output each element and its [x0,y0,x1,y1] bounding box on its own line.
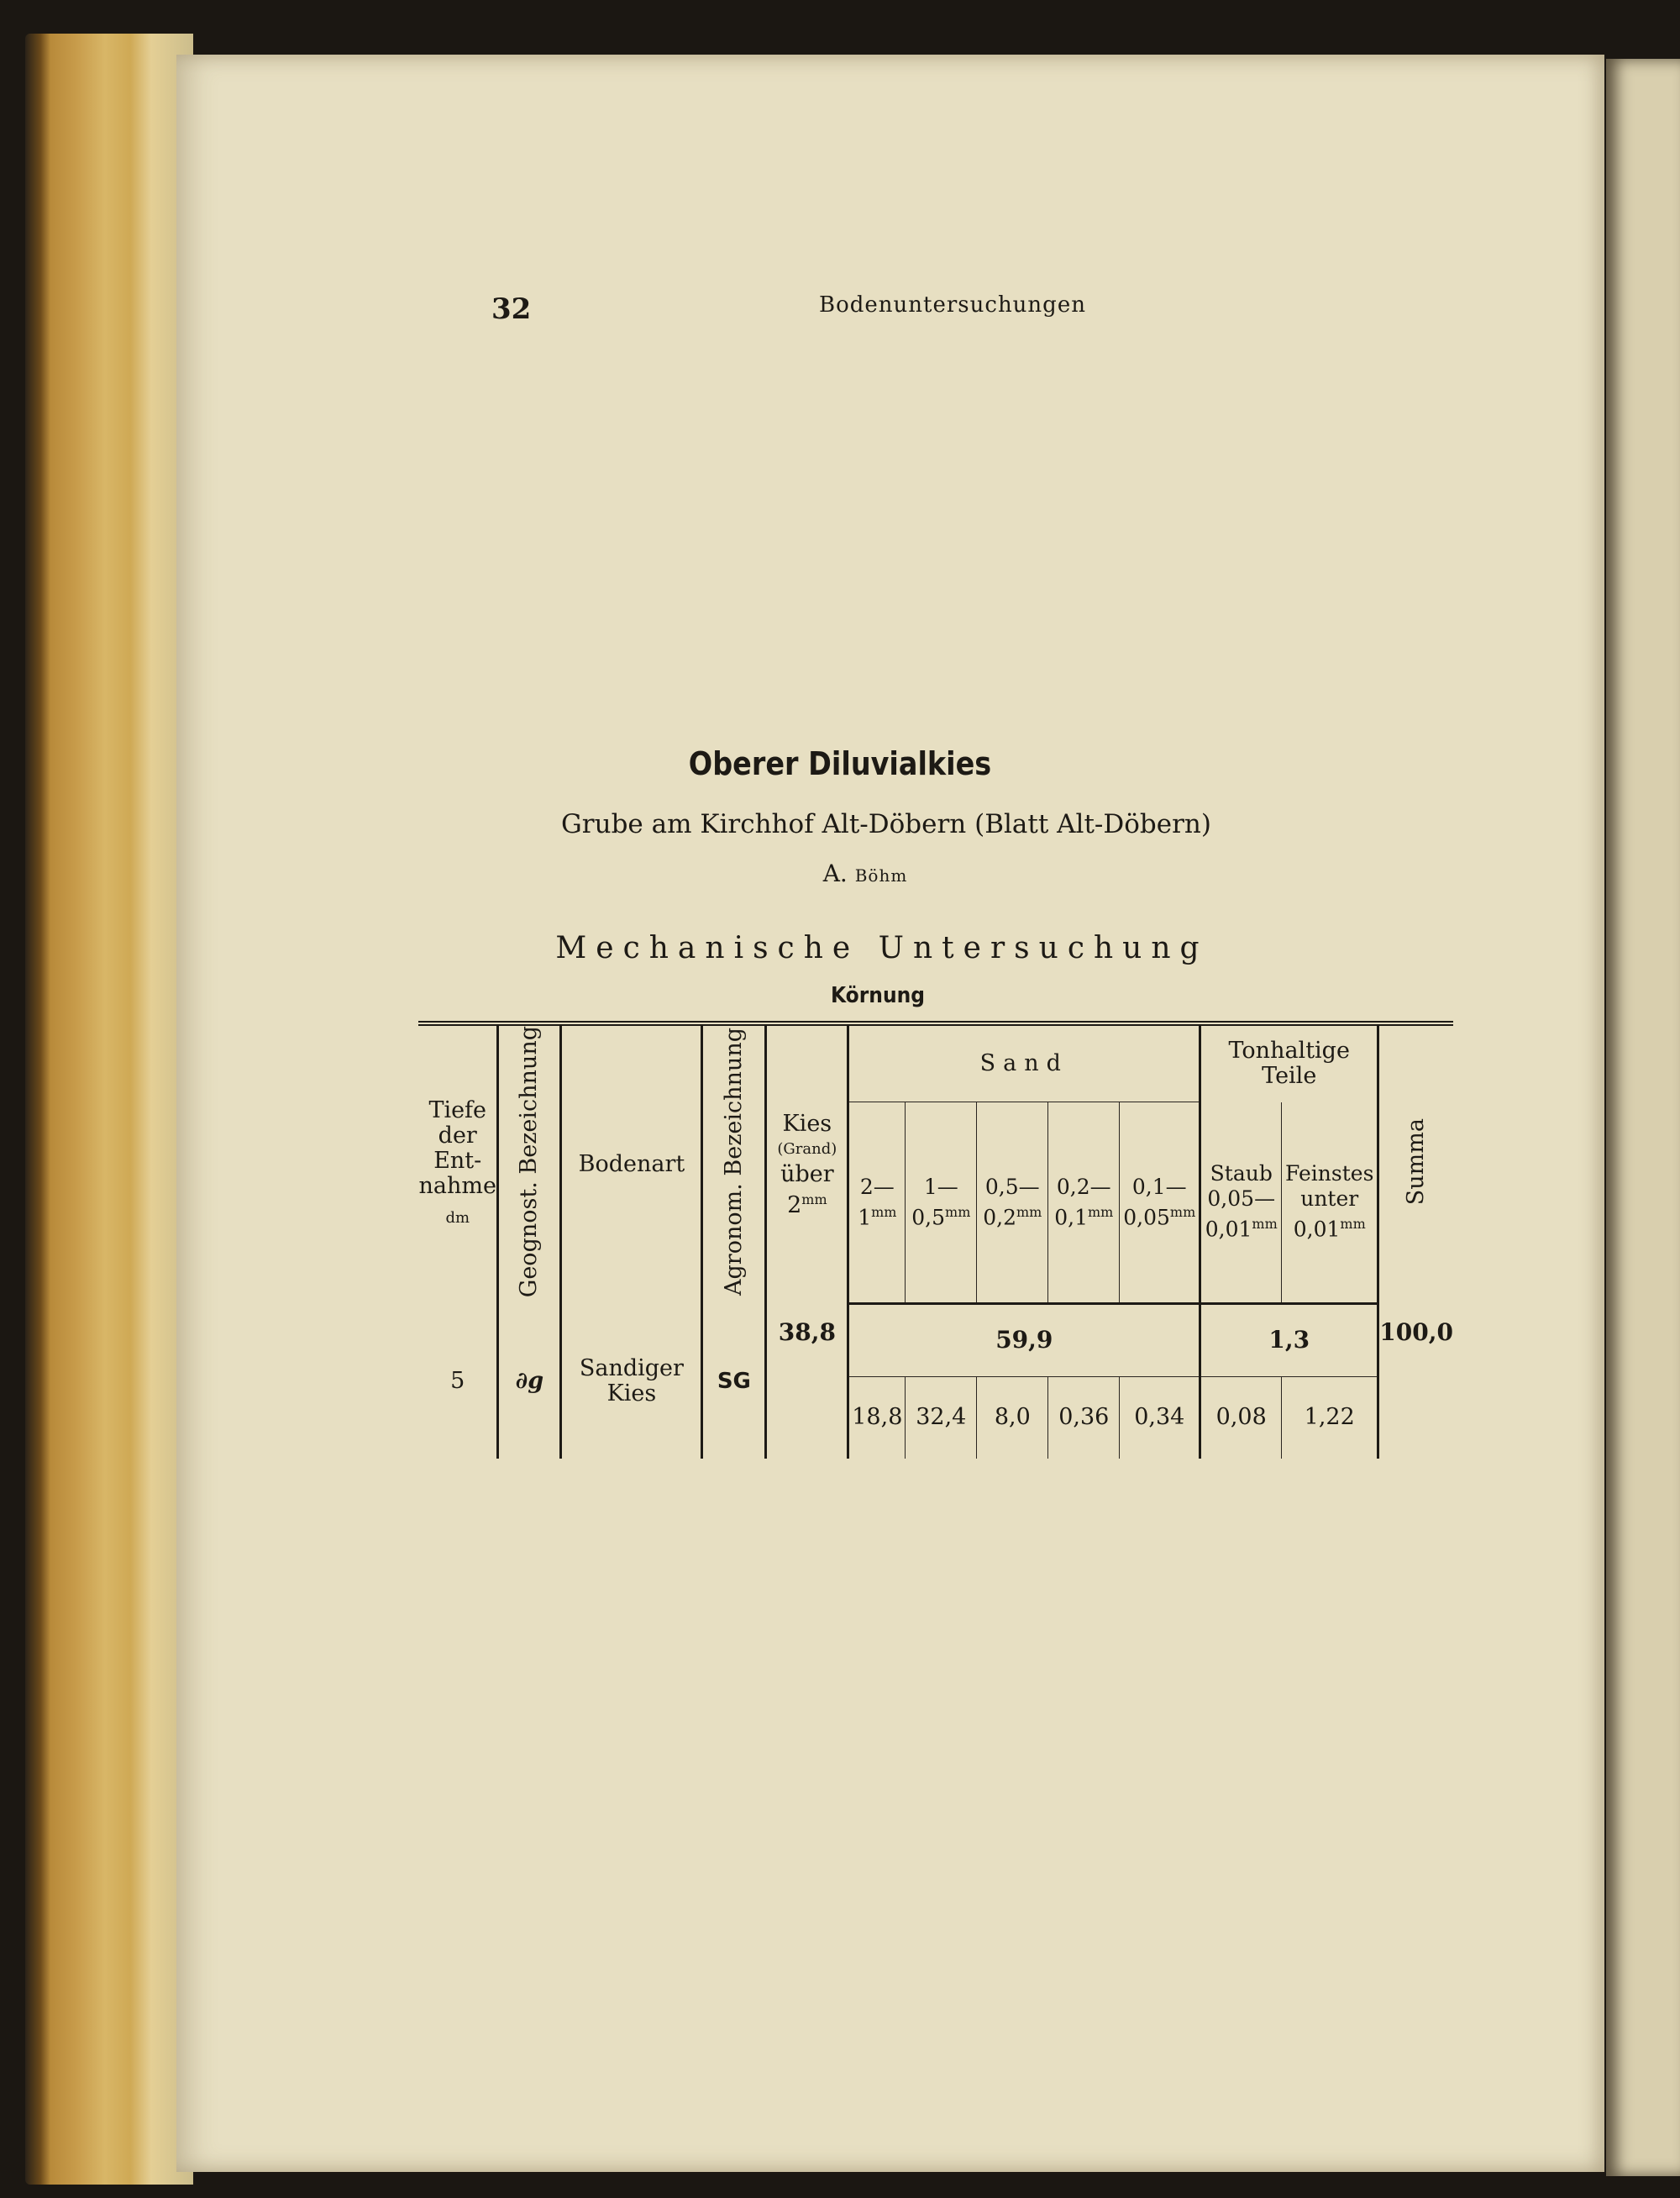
header-sand-col-5 [1120,1102,1200,1304]
summa-label: Summa [1403,1118,1430,1206]
feinstes-line-1: Feinstes [1285,1161,1374,1186]
sand-col-1-unit: mm [871,1203,897,1220]
sand-col-2-unit: mm [945,1203,971,1220]
sand-col-2-bottom: 0,5 [911,1205,946,1230]
location-subtitle: Grube am Kirchhof Alt-Döbern (Blatt Alt-Döbern) [561,809,1211,839]
cell-sand-2: 32,4 [906,1376,977,1459]
cell-agronom: SG [702,1303,766,1459]
cell-sand-total: 59,9 [848,1303,1200,1376]
sand-col-5-unit: mm [1169,1203,1196,1220]
facing-page-edge [1606,59,1680,2176]
kies-line-1: Kies [782,1110,832,1137]
page-number: 32 [491,292,532,326]
sand-col-4-unit: mm [1087,1203,1114,1220]
sand-col-4-top: 0,2— [1056,1174,1111,1199]
feinstes-line-3: 0,01 [1293,1217,1341,1242]
cell-summa: 100,0 [1378,1303,1453,1459]
staub-line-2: 0,05— [1207,1186,1276,1212]
kies-line-4 [767,1187,847,1218]
tonhaltige-line-2: Teile [1262,1063,1317,1090]
feinstes-unit: mm [1340,1216,1366,1233]
staub-line-3: 0,01 [1205,1217,1252,1242]
grain-size-table [418,1021,1453,1459]
kies-line-3: über [780,1160,834,1187]
tiefe-line-1: Tiefe [428,1097,487,1124]
sand-col-3-unit: mm [1016,1203,1042,1220]
tiefe-unit: dm [445,1209,470,1228]
header-sand-col-3 [977,1102,1048,1304]
book-page-edges [25,34,193,2185]
header-tiefe [418,1023,498,1303]
header-sand: Sand [848,1023,1200,1102]
cell-sand-1: 18,8 [848,1376,906,1459]
sand-col-5-top: 0,1— [1131,1174,1187,1199]
header-row-1 [418,1023,1453,1102]
feinstes-line-2: unter [1300,1186,1359,1212]
cell-tiefe: 5 [450,1367,465,1394]
header-staub [1200,1102,1282,1304]
sand-col-2-top: 1— [923,1174,958,1199]
section-title: Oberer Diluvialkies [688,745,992,782]
sand-col-5-bottom: 0,05 [1123,1205,1170,1230]
cell-staub: 0,08 [1200,1376,1282,1459]
author-name: Böhm [854,865,908,886]
tiefe-line-2: der [438,1123,477,1149]
kies-line-2: (Grand) [777,1139,837,1158]
cell-geognost: ∂g [498,1303,561,1459]
running-head: Bodenuntersuchungen [819,292,1086,318]
tonhaltige-line-1: Tonhaltige [1228,1038,1350,1065]
sand-col-3-top: 0,5— [984,1174,1040,1199]
header-tonhaltige [1200,1023,1378,1102]
author-initial: A. [822,860,855,887]
bodenart-line-1: Sandiger [579,1354,684,1381]
sand-col-4-bottom: 0,1 [1054,1205,1088,1230]
header-bodenart: Bodenart [561,1023,702,1303]
header-agronom [702,1023,766,1303]
table-caption: Körnung [830,983,926,1008]
header-sand-col-4 [1048,1102,1120,1304]
staub-unit: mm [1252,1216,1278,1233]
header-kies [766,1023,848,1303]
header-sand-col-2 [906,1102,977,1304]
sand-col-1-bottom: 1 [858,1205,872,1230]
header-summa [1378,1023,1453,1303]
cell-kies: 38,8 [766,1303,848,1459]
data-row-totals [418,1303,1453,1376]
agronom-label: Agronom. Bezeichnung [720,1028,747,1296]
header-feinstes [1282,1102,1378,1304]
cell-sand-4: 0,36 [1048,1376,1120,1459]
cell-feinstes: 1,22 [1282,1376,1378,1459]
cell-sand-3: 8,0 [977,1376,1048,1459]
author-line [0,860,1680,887]
staub-line-1: Staub [1210,1161,1273,1186]
tiefe-line-4: nahme [418,1173,496,1200]
geognost-label: Geognost. Bezeichnung [516,1026,543,1298]
tiefe-line-3: Ent- [433,1148,482,1175]
sand-col-1-top: 2— [859,1174,895,1199]
method-heading: Mechanische Untersuchung [555,931,1209,965]
cell-bodenart [561,1303,702,1459]
header-sand-col-1 [848,1102,906,1304]
kies-size: 2 [787,1191,802,1218]
header-geognost [498,1023,561,1303]
sand-col-3-bottom: 0,2 [983,1205,1016,1230]
cell-ton-total: 1,3 [1200,1303,1378,1376]
kies-unit: mm [801,1191,827,1207]
cell-sand-5: 0,34 [1120,1376,1200,1459]
bodenart-line-2: Kies [606,1380,657,1407]
